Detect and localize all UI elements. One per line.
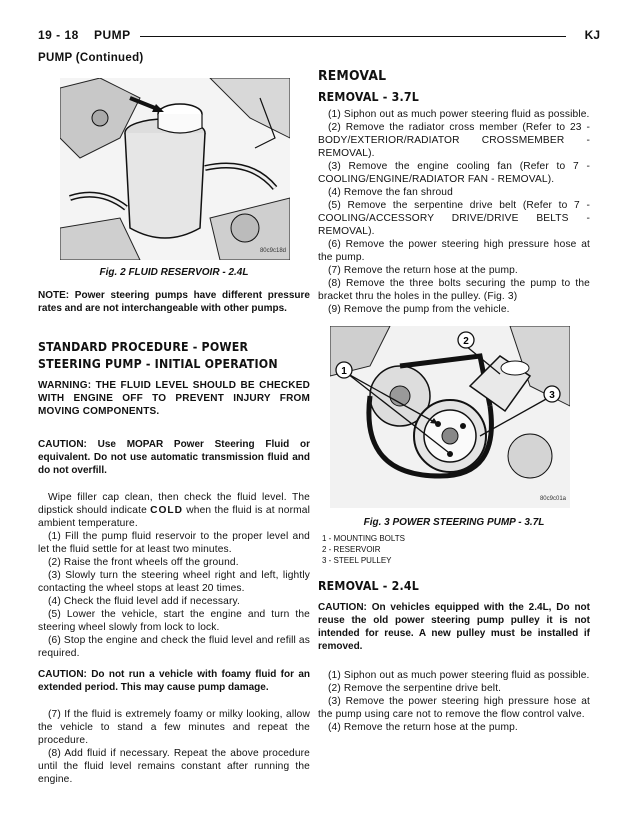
procedure-step: (5) Lower the vehicle, start the engine and turn the steering wheel slowly from lock to lock. [38,609,310,633]
callout-2: 2 [463,336,469,347]
callout-1: 1 [341,366,347,377]
figure-caption: Fig. 2 FLUID RESERVOIR - 2.4L [99,267,249,278]
removal-step: (3) Remove the engine cooling fan (Refer to 7 - COOLING/ENGINE/RADIATOR FAN - REMOVAL). [318,161,590,185]
removal-step: (9) Remove the pump from the vehicle. [328,304,510,315]
callout-3: 3 [549,390,555,401]
procedure-step: (4) Check the fluid level add if necessary. [48,596,240,607]
figure-fluid-reservoir [60,78,290,260]
page-header [38,28,600,44]
figure-power-steering-pump [330,326,570,508]
removal-step: (7) Remove the return hose at the pump. [328,265,518,276]
procedure-step: (2) Raise the front wheels off the ground. [48,557,239,568]
model-code: KJ [584,28,600,42]
removal-step: (6) Remove the power steering high pressure hose at the pump. [318,239,590,263]
caution-pulley: CAUTION: On vehicles equipped with the 2.4L, Do not reuse the old power steering pump pulley it is not intended for reuse. A new pulley must be installed if removed. [318,602,590,652]
section-heading: STANDARD PROCEDURE - POWER STEERING PUMP - INITIAL OPERATION [38,340,278,371]
legend-item: 2 - RESERVOIR [322,545,381,554]
intro-paragraph [38,491,310,530]
header-rule [140,36,566,37]
procedure-step: (7) If the fluid is extremely foamy or milky looking, allow the vehicle to stand a few minutes and repeat the procedure. [38,709,310,746]
removal-step: (4) Remove the return hose at the pump. [328,722,518,733]
right-column [318,70,590,734]
left-column [38,78,310,786]
figure-code: 80c9c01a [539,496,566,502]
figure-caption: Fig. 3 POWER STEERING PUMP - 3.7L [363,517,545,528]
legend-item: 3 - STEEL PULLEY [322,556,392,565]
removal-step: (2) Remove the radiator cross member (Refer to 23 - BODY/EXTERIOR/RADIATOR CROSSMEMBER - REMOVAL). [318,122,590,159]
removal-step: (2) Remove the serpentine drive belt. [328,683,502,694]
procedure-step: (1) Fill the pump fluid reservoir to the proper level and let the fluid settle for at least two minutes. [38,531,310,555]
fluid-reservoir-illustration [60,78,290,260]
caution-foamy-fluid: CAUTION: Do not run a vehicle with foamy fluid for an extended period. This may cause pump damage. [38,669,310,693]
intro-bold: COLD [150,505,184,516]
page-number: 19 - 18 [38,28,79,42]
procedure-step: (3) Slowly turn the steering wheel right and left, lightly contacting the wheel stops at least 20 times. [38,570,310,594]
warning-text: WARNING: THE FLUID LEVEL SHOULD BE CHECKED WITH ENGINE OFF TO PREVENT INJURY FROM MOVING COMPONENTS. [38,380,310,417]
figure-code: 80c9c18d [259,248,286,254]
continued-subheader: PUMP (Continued) [38,52,144,64]
procedure-step: (8) Add fluid if necessary. Repeat the above procedure until the fluid level remains constant after running the engine. [38,748,310,785]
removal-step: (4) Remove the fan shroud [328,187,453,198]
removal-step: (1) Siphon out as much power steering fluid as possible. [328,109,590,120]
caution-fluid: CAUTION: Use MOPAR Power Steering Fluid or equivalent. Do not use automatic transmission fluid and do not overfill. [38,439,310,476]
procedure-step: (6) Stop the engine and check the fluid level and refill as required. [38,635,310,659]
legend-item: 1 - MOUNTING BOLTS [322,534,405,543]
removal-step: (5) Remove the serpentine drive belt (Refer to 7 - COOLING/ACCESSORY DRIVE/DRIVE BELTS - REMOVAL). [318,200,590,237]
removal-step: (8) Remove the three bolts securing the pump to the bracket thru the holes in the pulley. (Fig. 3) [318,278,590,302]
intro-text-a: Wipe filler cap clean, then check the fluid level. The dipstick should indicate [38,492,310,516]
power-steering-pump-illustration [330,326,570,508]
note-pressure-rates: NOTE: Power steering pumps have different pressure rates and are not interchangeable with other pumps. [38,290,310,314]
removal-step: (3) Remove the power steering high pressure hose at the pump using care not to remove the flow control valve. [318,696,590,720]
removal-37-heading: REMOVAL - 3.7L [318,90,419,104]
intro-text-b: when the fluid is at normal ambient temperature. [38,505,310,529]
removal-step: (1) Siphon out as much power steering fluid as possible. [328,670,590,681]
section-title: PUMP [94,28,131,42]
removal-heading: REMOVAL [318,68,387,84]
figure-legend [322,533,590,566]
removal-24-heading: REMOVAL - 2.4L [318,579,419,593]
